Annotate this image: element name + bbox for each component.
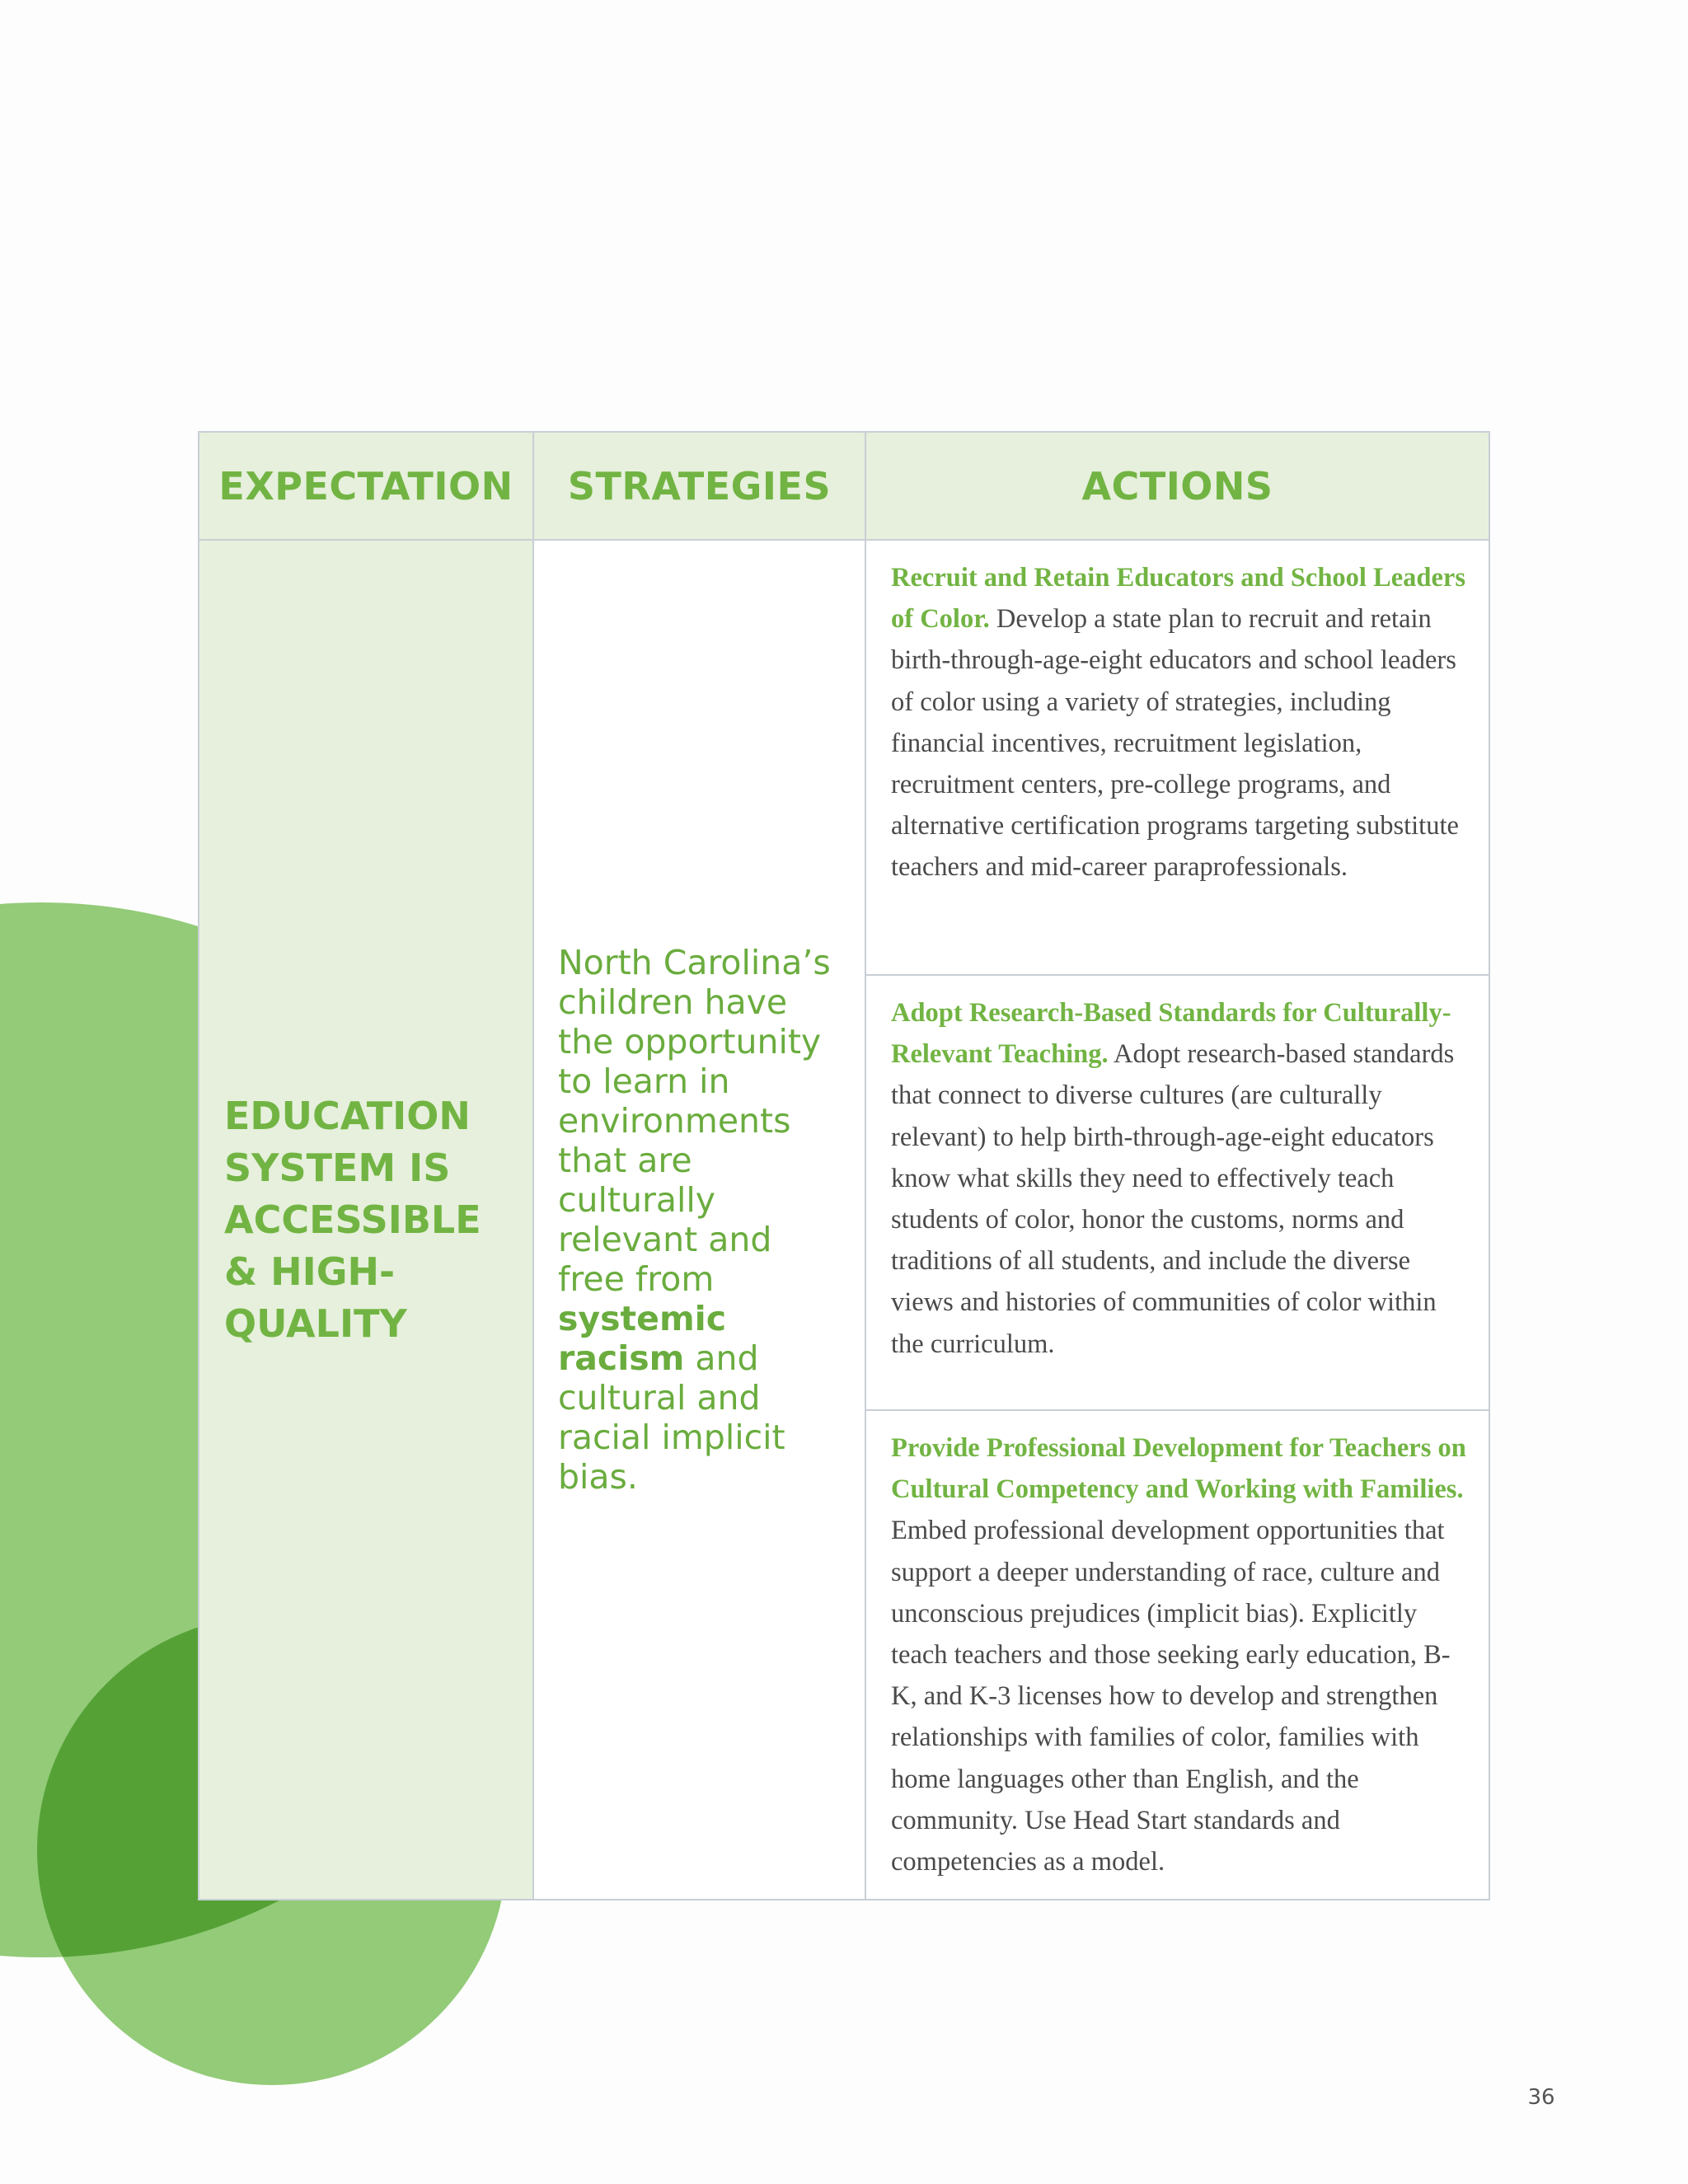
strategy-text bbox=[534, 943, 865, 1497]
action-recruit-retain bbox=[865, 540, 1489, 975]
expectation-strategies-actions-table bbox=[198, 431, 1490, 1900]
header-expectation: EXPECTATION bbox=[199, 432, 533, 540]
action-body: Adopt research-based standards that connect to diverse cultures (are culturally relevant) to help birth-through-age-eight educators know what skills they need to effectively teach students of color, honor the customs, norms and traditions of all students, and include the diverse views and histories of communities of color within the curriculum. bbox=[891, 1039, 1455, 1359]
action-title: Recruit and Retain Educators and School Leaders of Color. bbox=[891, 563, 1465, 635]
action-body: Embed professional development opportunities that support a deeper understanding of race, culture and unconscious prejudices (implicit bias). Explicitly teach teachers and those seeking early education, B-K, and K-3 licenses how to develop and strengthen relationships with families of color, families with home languages other than English, and the community. Use Head Start standards and competencies as a model. bbox=[891, 1516, 1451, 1877]
table-header-row bbox=[199, 432, 1489, 540]
action-title: Provide Professional Development for Teachers on Cultural Competency and Working with Families. bbox=[891, 1433, 1466, 1505]
action-body: Develop a state plan to recruit and retain birth-through-age-eight educators and school leaders of color using a variety of strategies, including financial incentives, recruitment legislation, recruitment centers, pre-college programs, and alternative certification programs targeting substitute teachers and mid-career paraprofessionals. bbox=[891, 604, 1459, 883]
expectation-cell bbox=[199, 540, 533, 1900]
table-row bbox=[199, 540, 1489, 975]
page-number: 36 bbox=[1527, 2085, 1555, 2110]
action-culturally-relevant-standards bbox=[865, 975, 1489, 1410]
expectation-text: EDUCATION SYSTEM IS ACCESSIBLE & HIGH-QUALITY bbox=[224, 1093, 481, 1346]
action-title: Adopt Research-Based Standards for Culturally-Relevant Teaching. bbox=[891, 998, 1451, 1070]
strategy-text-start: North Carolina’s children have the opportunity to learn in environments that are culturally relevant and free from bbox=[558, 943, 831, 1300]
strategies-cell bbox=[533, 540, 865, 1900]
header-actions: ACTIONS bbox=[865, 432, 1489, 540]
strategy-emphasis: systemic racism bbox=[558, 1299, 727, 1379]
strategy-text-end: and cultural and racial implicit bias. bbox=[558, 1338, 785, 1497]
action-professional-development bbox=[865, 1410, 1489, 1900]
header-strategies: STRATEGIES bbox=[533, 432, 865, 540]
